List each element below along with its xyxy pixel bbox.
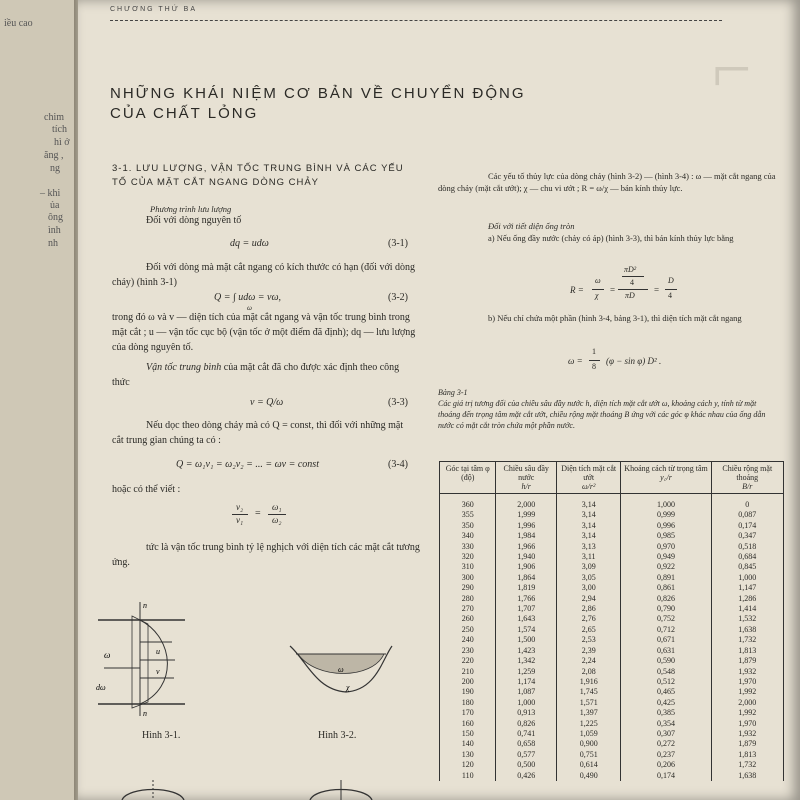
label-omega: ω bbox=[104, 650, 111, 660]
figure-3-1 bbox=[90, 598, 200, 720]
fraction-denominator: 4 bbox=[668, 291, 672, 300]
equation-3-3: v = Q/ω bbox=[250, 397, 284, 408]
table-cell: 1,813 bbox=[711, 750, 783, 760]
table-cell: 0,741 bbox=[496, 729, 557, 739]
eq-omega-right: (φ − sin φ) D² . bbox=[606, 356, 662, 366]
table-cell: 160 bbox=[440, 719, 496, 729]
paragraph: hoặc có thể viết : bbox=[112, 484, 181, 495]
table-cell: 300 bbox=[440, 573, 496, 583]
table-row bbox=[440, 750, 784, 760]
table-cell: 0,426 bbox=[496, 771, 557, 781]
table-row bbox=[440, 687, 784, 697]
table-cell: 1,879 bbox=[711, 739, 783, 749]
running-header: CHƯƠNG THỨ BA bbox=[110, 6, 198, 13]
table-cell: 1,414 bbox=[711, 604, 783, 614]
fraction-denominator: 8 bbox=[592, 362, 596, 371]
left-page-fragment: iều cao bbox=[4, 18, 33, 29]
table-cell: 1,500 bbox=[496, 635, 557, 645]
paragraph: Đối với dòng mà mặt cắt ngang có kích thước có hạn (đối với dòng chảy) (hình 3-1) bbox=[112, 262, 416, 288]
left-page-fragment: ăng , bbox=[44, 150, 64, 161]
table-cell: 0,237 bbox=[621, 750, 711, 760]
paragraph: Các yếu tố thủy lực của dòng chảy (hình 3-2) — (hình 3-4) : ω — mặt cắt ngang của dòng chảy (mặt cắt ướt); χ — chu vi ướt ; R = ω/χ — bán kính thủy lực. bbox=[438, 171, 776, 193]
table-cell: 330 bbox=[440, 542, 496, 552]
table-cell: 230 bbox=[440, 646, 496, 656]
table-cell: 0,500 bbox=[496, 760, 557, 770]
column-header-unit: h/r bbox=[521, 482, 531, 491]
table-cell: 0,970 bbox=[621, 542, 711, 552]
fraction-denominator: χ bbox=[595, 291, 599, 300]
table-cell: 0,206 bbox=[621, 760, 711, 770]
left-page-fragment: hì ở bbox=[54, 137, 70, 148]
table-cell: 1,864 bbox=[496, 573, 557, 583]
fraction-bar bbox=[589, 360, 600, 361]
table-cell: 2,000 bbox=[496, 494, 557, 511]
table-row bbox=[440, 531, 784, 541]
table-row bbox=[440, 583, 784, 593]
table-row bbox=[440, 562, 784, 572]
left-page-fragment: ông bbox=[48, 212, 63, 223]
table-cell: 220 bbox=[440, 656, 496, 666]
table-cell: 2,76 bbox=[556, 614, 620, 624]
table-row bbox=[440, 510, 784, 520]
equation-number: (3-2) bbox=[388, 292, 408, 303]
table-cell: 1,966 bbox=[496, 542, 557, 552]
figure-3-4-partial bbox=[306, 780, 376, 800]
table-cell: 0,922 bbox=[621, 562, 711, 572]
table-cell: 1,707 bbox=[496, 604, 557, 614]
table-cell: 1,940 bbox=[496, 552, 557, 562]
table-cell: 1,992 bbox=[711, 708, 783, 718]
table-row bbox=[440, 698, 784, 708]
table-row bbox=[440, 521, 784, 531]
table-cell: 1,643 bbox=[496, 614, 557, 624]
column-header bbox=[556, 462, 620, 494]
table-cell: 1,147 bbox=[711, 583, 783, 593]
table-cell: 0,272 bbox=[621, 739, 711, 749]
table-cell: 0,790 bbox=[621, 604, 711, 614]
table-cell: 3,14 bbox=[556, 494, 620, 511]
equals-sign: = bbox=[654, 285, 660, 295]
table-cell: 1,174 bbox=[496, 677, 557, 687]
table-cell: 280 bbox=[440, 594, 496, 604]
table-cell: 3,14 bbox=[556, 521, 620, 531]
equation-number: (3-4) bbox=[388, 459, 408, 470]
table-cell: 1,000 bbox=[621, 494, 711, 511]
label-domega: dω bbox=[96, 683, 106, 692]
table-cell: 130 bbox=[440, 750, 496, 760]
table-row bbox=[440, 635, 784, 645]
label-v: v bbox=[156, 667, 160, 676]
left-page-fragment: chim bbox=[44, 112, 64, 123]
table-cell: 260 bbox=[440, 614, 496, 624]
column-header bbox=[711, 462, 783, 494]
table-cell: 240 bbox=[440, 635, 496, 645]
fraction-mid: 4 bbox=[630, 278, 634, 287]
table-cell: 0,518 bbox=[711, 542, 783, 552]
table-cell: 1,638 bbox=[711, 625, 783, 635]
paragraph: b) Nếu chỉ chứa một phần (hình 3-4, bảng 3-1), thì diện tích mặt cắt ngang bbox=[488, 313, 742, 323]
table-cell: 1,932 bbox=[711, 729, 783, 739]
table-cell: 0,996 bbox=[621, 521, 711, 531]
fraction-bar bbox=[618, 289, 648, 290]
column-header-label: Chiều rộng mặt thoáng bbox=[722, 464, 773, 482]
label-n: n bbox=[143, 709, 147, 718]
table-cell: 3,09 bbox=[556, 562, 620, 572]
table-cell: 1,087 bbox=[496, 687, 557, 697]
table-row bbox=[440, 739, 784, 749]
label-u: u bbox=[156, 647, 160, 656]
left-page-fragment: ình bbox=[48, 225, 61, 236]
table-body bbox=[440, 494, 784, 781]
table-cell: 0,577 bbox=[496, 750, 557, 760]
table-row bbox=[440, 719, 784, 729]
table-cell: 1,879 bbox=[711, 656, 783, 666]
table-cell: 1,970 bbox=[711, 677, 783, 687]
table-cell: 1,999 bbox=[496, 510, 557, 520]
table-row bbox=[440, 760, 784, 770]
table-row bbox=[440, 646, 784, 656]
column-header bbox=[621, 462, 711, 494]
table-cell: 150 bbox=[440, 729, 496, 739]
table-cell: 3,14 bbox=[556, 531, 620, 541]
table-cell: 170 bbox=[440, 708, 496, 718]
table-row bbox=[440, 614, 784, 624]
column-header-label: Chiều sâu đầy nước bbox=[503, 464, 549, 482]
table-row bbox=[440, 494, 784, 511]
table-cell: 0,590 bbox=[621, 656, 711, 666]
fraction-numerator: ω bbox=[595, 276, 601, 285]
label-chi: χ bbox=[346, 683, 350, 692]
eq-R-left: R = bbox=[570, 285, 584, 295]
table-caption bbox=[438, 387, 778, 431]
table-cell: 2,53 bbox=[556, 635, 620, 645]
column-header-unit: y꜀/r bbox=[660, 473, 672, 482]
section-title: 3-1. LƯU LƯỢNG, VẬN TỐC TRUNG BÌNH VÀ CÁC YẾU TỐ CỦA MẶT CẮT NGANG DÒNG CHẢY bbox=[112, 163, 404, 188]
table-cell: 0 bbox=[711, 494, 783, 511]
left-page-fragment: tích bbox=[52, 124, 67, 135]
equals-sign: = bbox=[610, 285, 616, 295]
paragraph: a) Nếu ống đầy nước (chảy có áp) (hình 3-3), thì bán kính thủy lực bằng bbox=[488, 233, 734, 243]
table-cell: 0,712 bbox=[621, 625, 711, 635]
table-row bbox=[440, 594, 784, 604]
fraction-bar bbox=[592, 289, 604, 290]
table-cell: 0,658 bbox=[496, 739, 557, 749]
table-cell: 1,732 bbox=[711, 760, 783, 770]
table-caption-text: Các giá trị tương đối của chiều sâu đầy nước h, diện tích mặt cắt ướt ω, khoảng cách y, tính từ mặt thoáng đến trọng tâm mặt cắt ướt, chiều rộng mặt thoáng B ứng với các góc φ khác nhau của ống dẫn nước có mặt cắt tròn chứa một phần nước. bbox=[438, 399, 766, 430]
table-cell: 1,000 bbox=[711, 573, 783, 583]
table-cell: 350 bbox=[440, 521, 496, 531]
table-cell: 3,14 bbox=[556, 510, 620, 520]
table-cell: 0,548 bbox=[621, 667, 711, 677]
table-row bbox=[440, 625, 784, 635]
left-page-fragment: nh bbox=[48, 238, 58, 249]
table-cell: 210 bbox=[440, 667, 496, 677]
section-subtitle: Phương trình lưu lượng bbox=[150, 204, 232, 214]
velocity-profile bbox=[140, 620, 167, 704]
table-cell: 0,891 bbox=[621, 573, 711, 583]
table-row bbox=[440, 729, 784, 739]
table-cell: 0,826 bbox=[621, 594, 711, 604]
pipe-outline bbox=[122, 790, 184, 800]
italic-subheading: Đối với tiết diện ống tròn bbox=[488, 221, 575, 231]
table-cell: 1,638 bbox=[711, 771, 783, 781]
table-cell: 250 bbox=[440, 625, 496, 635]
fraction-bar bbox=[622, 276, 644, 277]
equation-3-1: dq = udω bbox=[230, 238, 269, 249]
table-cell: 2,65 bbox=[556, 625, 620, 635]
table-cell: 0,999 bbox=[621, 510, 711, 520]
table-cell: 2,39 bbox=[556, 646, 620, 656]
table-cell: 2,24 bbox=[556, 656, 620, 666]
table-cell: 1,819 bbox=[496, 583, 557, 593]
column-header-label: Diện tích mặt cắt ướt bbox=[561, 464, 617, 482]
figure-3-3-partial bbox=[118, 780, 188, 800]
column-header bbox=[440, 462, 496, 494]
table-cell: 1,970 bbox=[711, 719, 783, 729]
table-cell: 0,347 bbox=[711, 531, 783, 541]
table-row bbox=[440, 552, 784, 562]
paragraph: Đối với dòng nguyên tố bbox=[146, 215, 242, 226]
equation-number: (3-1) bbox=[388, 238, 408, 249]
table-cell: 290 bbox=[440, 583, 496, 593]
fraction-numerator: ω₁ bbox=[272, 502, 282, 512]
column-header-unit: ω/r² bbox=[582, 482, 596, 491]
table-cell: 0,671 bbox=[621, 635, 711, 645]
table-cell: 340 bbox=[440, 531, 496, 541]
table-cell: 1,813 bbox=[711, 646, 783, 656]
equation-3-2: Q = ∫ udω = vω, bbox=[214, 292, 282, 303]
table-cell: 0,614 bbox=[556, 760, 620, 770]
fraction-numerator: 1 bbox=[592, 347, 596, 356]
label-n: n bbox=[143, 601, 147, 610]
table-cell: 310 bbox=[440, 562, 496, 572]
label-omega: ω bbox=[338, 665, 344, 674]
paragraph: trong đó ω và v — diện tích của mặt cắt ngang và vận tốc trung bình trong mặt cắt ; u — vận tốc cục bộ (vận tốc ở một điểm đã định); dq — lưu lượng của dòng nguyên tố. bbox=[112, 312, 416, 353]
figure-caption: Hình 3-1. bbox=[142, 730, 181, 741]
table-cell: 0,845 bbox=[711, 562, 783, 572]
table-cell: 2,000 bbox=[711, 698, 783, 708]
table-cell: 2,08 bbox=[556, 667, 620, 677]
table-cell: 0,900 bbox=[556, 739, 620, 749]
table-cell: 1,571 bbox=[556, 698, 620, 708]
paragraph-text: của mặt cắt đã cho được xác định theo công thức bbox=[112, 362, 400, 388]
table-cell: 0,913 bbox=[496, 708, 557, 718]
table-cell: 2,94 bbox=[556, 594, 620, 604]
table-cell: 1,423 bbox=[496, 646, 557, 656]
table-row bbox=[440, 656, 784, 666]
fraction-denominator: v₁ bbox=[236, 515, 244, 525]
table-cell: 0,087 bbox=[711, 510, 783, 520]
table-cell: 0,385 bbox=[621, 708, 711, 718]
fraction-numerator: D bbox=[668, 276, 674, 285]
paragraph: tức là vận tốc trung bình tỷ lệ nghịch với diện tích các mặt cắt tương ứng. bbox=[112, 542, 420, 568]
table-cell: 1,532 bbox=[711, 614, 783, 624]
table-cell: 1,984 bbox=[496, 531, 557, 541]
table-row bbox=[440, 677, 784, 687]
table-cell: 320 bbox=[440, 552, 496, 562]
equals-sign: = bbox=[255, 508, 261, 519]
table-cell: 0,465 bbox=[621, 687, 711, 697]
table-cell: 140 bbox=[440, 739, 496, 749]
left-page bbox=[0, 0, 82, 800]
bleed-through-mark: ⌐ bbox=[712, 31, 752, 108]
fraction-numerator: πD² bbox=[624, 265, 637, 274]
paragraph bbox=[112, 360, 417, 390]
table-cell: 0,985 bbox=[621, 531, 711, 541]
table-cell: 1,286 bbox=[711, 594, 783, 604]
paragraph: Nếu dọc theo dòng chảy mà có Q = const, thì đối với những mặt cắt trung gian chúng ta có : bbox=[112, 420, 404, 446]
table-cell: 3,00 bbox=[556, 583, 620, 593]
equation-3-4: Q = ω₁v₁ = ω₂v₂ = ... = ωv = const bbox=[176, 459, 319, 470]
table-cell: 0,752 bbox=[621, 614, 711, 624]
table-row bbox=[440, 708, 784, 718]
table-row bbox=[440, 573, 784, 583]
table-cell: 1,996 bbox=[496, 521, 557, 531]
table-cell: 190 bbox=[440, 687, 496, 697]
table-cell: 360 bbox=[440, 494, 496, 511]
table-cell: 110 bbox=[440, 771, 496, 781]
table-cell: 1,932 bbox=[711, 667, 783, 677]
table-row bbox=[440, 771, 784, 781]
column-header bbox=[496, 462, 557, 494]
table-row bbox=[440, 604, 784, 614]
table-cell: 1,916 bbox=[556, 677, 620, 687]
table-cell: 3,05 bbox=[556, 573, 620, 583]
table-header-row bbox=[440, 462, 784, 494]
table-cell: 1,059 bbox=[556, 729, 620, 739]
table-cell: 1,732 bbox=[711, 635, 783, 645]
table-cell: 0,425 bbox=[621, 698, 711, 708]
fraction-numerator: v₂ bbox=[236, 502, 244, 512]
table-cell: 1,397 bbox=[556, 708, 620, 718]
table-cell: 355 bbox=[440, 510, 496, 520]
left-page-fragment: – khi bbox=[40, 188, 61, 199]
eq-omega-left: ω = bbox=[568, 356, 583, 366]
table-cell: 0,861 bbox=[621, 583, 711, 593]
table-cell: 3,11 bbox=[556, 552, 620, 562]
fraction-denominator: ω₂ bbox=[272, 515, 282, 525]
table-cell: 2,86 bbox=[556, 604, 620, 614]
table-cell: 1,342 bbox=[496, 656, 557, 666]
table-cell: 0,174 bbox=[711, 521, 783, 531]
table-cell: 0,751 bbox=[556, 750, 620, 760]
table-cell: 0,949 bbox=[621, 552, 711, 562]
left-page-fragment: ng bbox=[50, 163, 60, 174]
table-cell: 1,992 bbox=[711, 687, 783, 697]
left-page-fragment: ủa bbox=[50, 200, 60, 211]
table-cell: 1,000 bbox=[496, 698, 557, 708]
fraction-bar bbox=[665, 289, 677, 290]
fraction-denominator: πD bbox=[625, 291, 635, 300]
table-cell: 1,745 bbox=[556, 687, 620, 697]
table-cell: 270 bbox=[440, 604, 496, 614]
table-cell: 180 bbox=[440, 698, 496, 708]
table-cell: 0,684 bbox=[711, 552, 783, 562]
integral-subscript: ω bbox=[247, 304, 252, 312]
table-row bbox=[440, 667, 784, 677]
table-cell: 0,174 bbox=[621, 771, 711, 781]
table-cell: 0,512 bbox=[621, 677, 711, 687]
italic-term: Vận tốc trung bình bbox=[146, 362, 222, 373]
table-cell: 0,631 bbox=[621, 646, 711, 656]
chapter-title: NHỮNG KHÁI NIỆM CƠ BẢN VỀ CHUYỂN ĐỘNG CỦA CHẤT LỎNG bbox=[110, 85, 526, 122]
data-table bbox=[439, 461, 784, 781]
header-rule bbox=[110, 18, 722, 21]
table-cell: 1,225 bbox=[556, 719, 620, 729]
table-cell: 1,906 bbox=[496, 562, 557, 572]
table-row bbox=[440, 542, 784, 552]
table-cell: 3,13 bbox=[556, 542, 620, 552]
table-cell: 0,354 bbox=[621, 719, 711, 729]
table-cell: 1,574 bbox=[496, 625, 557, 635]
table-cell: 0,490 bbox=[556, 771, 620, 781]
table-cell: 1,766 bbox=[496, 594, 557, 604]
table-caption-title: Bảng 3-1 bbox=[438, 388, 468, 397]
figure-3-2 bbox=[286, 640, 396, 708]
table-cell: 0,826 bbox=[496, 719, 557, 729]
equation-number: (3-3) bbox=[388, 397, 408, 408]
table-cell: 0,307 bbox=[621, 729, 711, 739]
table-cell: 1,259 bbox=[496, 667, 557, 677]
column-header-label: Góc tại tâm φ (độ) bbox=[445, 464, 490, 482]
column-header-label: Khoảng cách từ trọng tâm bbox=[624, 464, 708, 473]
table-cell: 120 bbox=[440, 760, 496, 770]
column-header-unit: B/r bbox=[742, 482, 753, 491]
figure-caption: Hình 3-2. bbox=[318, 730, 357, 741]
table-cell: 200 bbox=[440, 677, 496, 687]
